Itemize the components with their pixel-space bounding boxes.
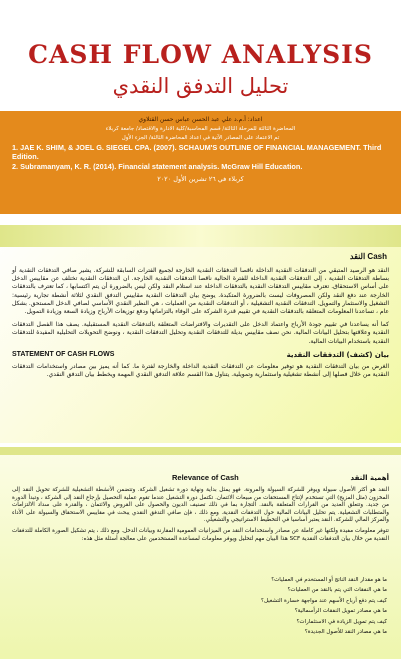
cash-paragraph-3: الغرض من بيان التدفقات النقدية هو توفير معلومات عن التدفقات النقدية الداخلة والخارجة لفترة ما. كما أنه يميز بين مصادر واستخدامات التدفقات النقدية من خلال فصلها إلى أنشطة تشغيلية واستثمارية وتمويلية. يتناول هذا القسم علاقة التدفق النقدي المهمة ويخطط بيان التدفق النقدي. <box>12 363 389 379</box>
questions-list <box>87 575 387 637</box>
reference-2: 2. Subramanyam, K. R. (2014). Financial statement analysis. McGraw Hill Education. <box>12 162 303 171</box>
list-item: ما هو مقدار النقد الناتج أو المستخدم في العمليات؟ <box>271 577 387 583</box>
cash-paragraph-1: النقد هو الرصيد المتبقي من التدفقات النقدية الداخلة ناقصا التدفقات النقدية الخارجة لجميع الفترات السابقة للشركة. يشير صافي التدفقات النقدية أو بساطة التدفقات النقدية ، إلى التدفقات النقدية الداخلة للفترة الحالية ناقصا التدفقات النقدية الخارجة. ان التدفقات النقدية تختلف عن مقاييس الدخل على أساس الاستحقاق. تعترف مقاييس التدفقات النقدية بالتدفقات الداخلة عند استلام النقد ولكن ليس بالضرورة أن يتم اكتسابها ، كما تعترف بالتدفقات الخارجة عند دفع النقد ولكن المصروفات ليست بالضرورة المتكبدة. يوضح بيان التدفقات النقدية مقاييس التدفق النقدي لثلاثة أنشطة تجارية رئيسية: التشغيل والاستثمار والتمويل. التدفقات النقدية التشغيلية ، أو التدفقات النقدية من العمليات ، هي النظير النقدي الأساسي لصافي الدخل المستحق. بشكل عام ، تساعدنا المعلومات المتعلقة بالتدفقات النقدية في تقييم قدرة الشركة على الوفاء بالتزاماتها ودفع توزيعات الأرباح وزيادة السعة وزيادة التمويل. <box>12 267 389 316</box>
course-line: المحاضرة الثالثة للمرحلة الثالثة/ قسم المحاسبة/كلية الادارة والاقتصاد/ جامعة كربلاء <box>105 126 296 132</box>
list-item: ما هي مصادر تمويل النفقات الرأسمالية؟ <box>294 608 387 615</box>
slide-decoration <box>0 225 401 247</box>
relevance-body <box>12 487 389 546</box>
sources-intro: تم الاعتماد على المصادر الآتية في اعداد المحاضرة الثالثة/ الجزء الأول <box>121 135 280 141</box>
list-item: ما هي مصادر النقد للأصول الجديدة؟ <box>304 629 387 636</box>
list-item: ما هي النفقات التي يتم بالنقد من العمليات؟ <box>287 587 387 594</box>
slide-subtitle: تحليل التدفق النقدي <box>112 74 289 98</box>
statement-subheading-ar: بيان (كشف) التدفقات النقدية <box>286 350 389 359</box>
relevance-heading-en: Relevance of Cash <box>172 473 239 482</box>
title-slide <box>0 0 401 222</box>
relevance-heading-ar: أهمية النقد <box>350 473 389 482</box>
cash-slide <box>0 225 401 443</box>
relevance-paragraph-2: تتوفر معلومات مفيدة ولكنها غير كاملة عن مصادر واستخدامات النقد من الميزانيات العمومية المقارنة وبيانات الدخل. ومع ذلك ، يتم تشكيل الصورة الكاملة للتدفقات النقدية من خلال بيان التدفقات النقدية SCF هذا البيان مهم لتحليل ويوفر معلومات لمساعدة المستخدمين على معالجة أسئلة مثل هذه: <box>12 527 389 542</box>
slide-decoration <box>0 447 401 455</box>
statement-subheading-en: STATEMENT OF CASH FLOWS <box>12 350 115 358</box>
relevance-paragraph-1: النقد هو أكثر الأصول سيولة ويوفر للشركة السيولة والمرونة. فهو يمثل بداية ونهاية دورة تشغيل الشركة. وتتضمن الأنشطة التشغيلية للشركة تحويل النقد إلى المخزون (مثل المزيج) التي تستخدم لإنتاج المستحقات من مبيعات الائتمان. تكتمل دورة التشغيل عندما تقوم عملية التحصيل بإرجاع النقد إلى الشركة ، وتبدأ الدورة من جديد. وتتعلق العديد من القرارات المتعلقة بالنقد. التجارة بما في ذلك تصنيف الديون والحصول على القروض والائتمان ، والقدرة على سداد الالتزامات والمتطلبات التشغيلية. يتم تحليل البيانات المالية حول التدفقات النقدية. ومع ذلك ، فإن صافي التدفق النقدي يبحث في مقاييس الاستحقاق والسيولة على الأداء والمركز المالي للشركة. النقد يعتبر أساسيا في التخطيط الاستراتيجي والتشغيلي. <box>12 487 389 524</box>
slide-title: CASH FLOW ANALYSIS <box>28 40 373 69</box>
author-line: اعداد: أ.م.د علي عبد الحسن عباس حسن القتلاوي <box>138 116 263 123</box>
relevance-heading-row <box>12 473 389 482</box>
relevance-slide <box>0 447 401 659</box>
statement-subheading <box>12 351 389 359</box>
date-line: كربلاء في ٢٦ تشرين الأول ٢٠٢٠ <box>157 175 244 183</box>
cash-paragraph-2: كما أنه يساعدنا في تقييم جودة الأرباح واعتماد الدخل على التقديرات والافتراضات المتعلقة بالتدفقات النقدية المستقبلية. يصف هذا الفصل التدفقات النقدية وعلاقتها بتحليل البيانات المالية. نحن نصف مقاييس بديلة للتدفقات النقدية وتحليل التدفقات النقدية ، ونوضح التحويلات التحليلية المفيدة للتدفقات النقدية باستخدام البيانات المالية. <box>12 321 389 345</box>
list-item: كيف يتم تمويل الزيادة في الاستثمارات؟ <box>296 618 387 625</box>
cash-body <box>12 267 389 384</box>
cash-heading: النقد Cash <box>349 252 387 261</box>
list-item: كيف يتم دفع أرباح الأسهم عند مواجهة خسارة التشغيل؟ <box>261 597 387 604</box>
info-band <box>0 111 401 214</box>
reference-1: 1. JAE K. SHIM, & JOEL G. SIEGEL CPA. (2007). SCHAUM'S OUTLINE OF FINANCIAL MANAGEMENT. Third Edition. <box>12 143 382 161</box>
